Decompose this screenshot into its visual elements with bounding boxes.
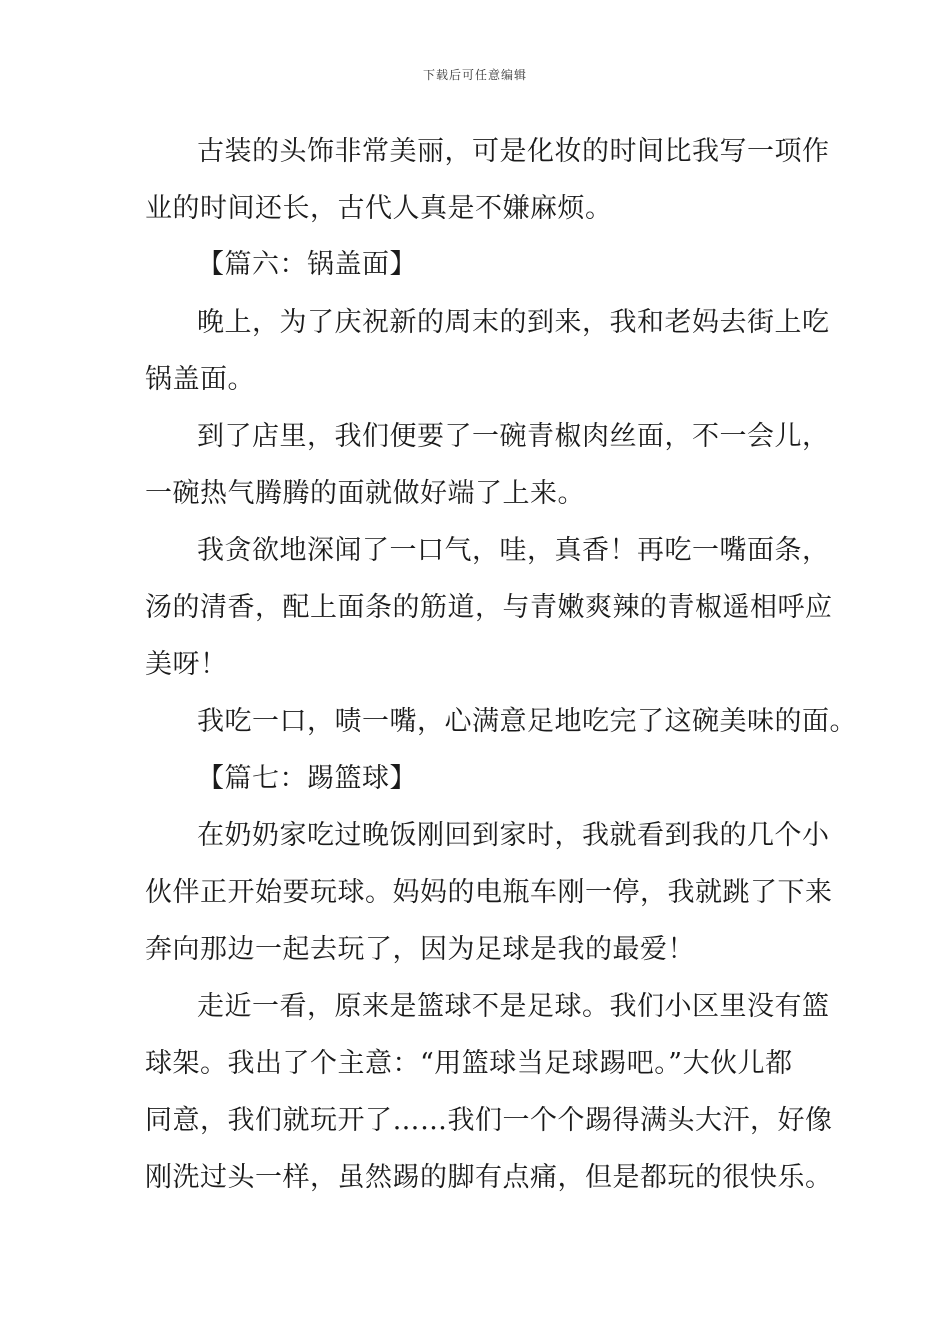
- text-line: 古装的头饰非常美丽，可是化妆的时间比我写一项作: [197, 136, 830, 167]
- text-line: 锅盖面。: [145, 364, 255, 395]
- text-line: 走近一看，原来是篮球不是足球。我们小区里没有篮: [197, 991, 830, 1022]
- text-line: 我吃一口，啧一嘴，心满意足地吃完了这碗美味的面。: [197, 706, 857, 737]
- text-line: 伙伴正开始要玩球。妈妈的电瓶车刚一停，我就跳了下来: [145, 877, 833, 908]
- text-line: 汤的清香，配上面条的筋道，与青嫩爽辣的青椒遥相呼应: [145, 592, 833, 623]
- text-line: 一碗热气腾腾的面就做好端了上来。: [145, 478, 585, 509]
- section-title: 【篇六：锅盖面】: [197, 249, 417, 280]
- text-line: 业的时间还长，古代人真是不嫌麻烦。: [145, 193, 613, 224]
- text-line: 我贪欲地深闻了一口气，哇，真香！再吃一嘴面条，: [197, 535, 830, 566]
- text-line: 晚上，为了庆祝新的周末的到来，我和老妈去街上吃: [197, 307, 830, 338]
- text-line: 奔向那边一起去玩了，因为足球是我的最爱！: [145, 934, 695, 965]
- page-header: 下载后可任意编辑: [422, 68, 527, 82]
- text-line: 同意，我们就玩开了……我们一个个踢得满头大汗，好像: [145, 1105, 833, 1136]
- section-title: 【篇七：踢篮球】: [197, 763, 417, 794]
- text-line: 美呀！: [145, 649, 228, 680]
- text-line: 球架。我出了个主意：“用篮球当足球踢吧。”大伙儿都: [145, 1048, 793, 1079]
- text-line: 刚洗过头一样，虽然踢的脚有点痛，但是都玩的很快乐。: [145, 1162, 833, 1193]
- text-line: 在奶奶家吃过晚饭刚回到家时，我就看到我的几个小: [197, 820, 830, 851]
- text-line: 到了店里，我们便要了一碗青椒肉丝面，不一会儿，: [197, 421, 830, 452]
